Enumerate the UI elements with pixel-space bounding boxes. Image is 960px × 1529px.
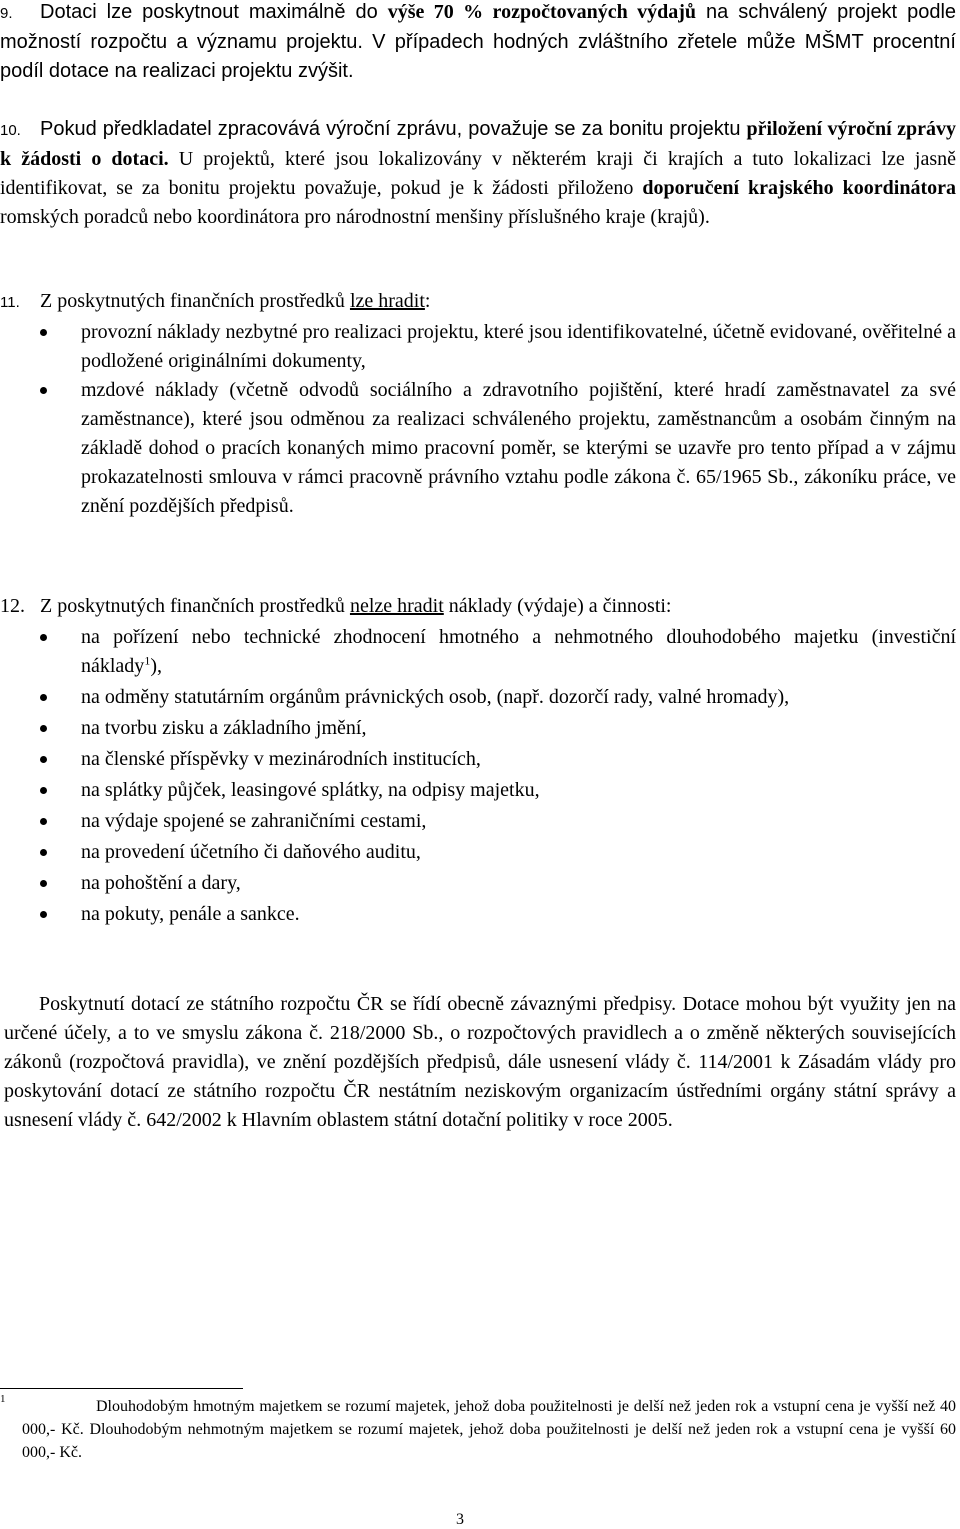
bullet-icon: [40, 634, 47, 641]
text: Pokud předkladatel zpracovává výroční zprávu, považuje se za bonitu projektu: [40, 118, 747, 140]
footnote-ref: 1: [144, 653, 151, 668]
bullet-icon: [40, 787, 47, 794]
item-12-list: [0, 623, 960, 929]
item-number: 11.: [0, 294, 20, 311]
list-item: na odměny statutárním orgánům právnických osob, (např. dozorčí rady, valné hromady),: [0, 683, 960, 712]
item-number: 10.: [0, 122, 21, 139]
bullet-icon: [40, 911, 47, 918]
text: náklady (výdaje) a činnosti:: [443, 595, 672, 617]
bold-text: přiložení výroční zprávy k žádosti o dotaci.: [0, 118, 957, 170]
bullet-icon: [40, 387, 47, 394]
footnote-text: Dlouhodobým hmotným majetkem se rozumí majetek, jehož doba použitelnosti je delší než jeden rok a vstupní cena je vyšší než 40 000,- Kč. Dlouhodobým nehmotným majetkem se rozumí majetek, jehož doba použitelnosti je delší než jeden rok a vstupní cena je vyšší 60 000,- Kč.: [22, 1398, 956, 1461]
footnote-mark: 1: [0, 1393, 6, 1405]
footnote-rule: [0, 1388, 243, 1389]
text: Z poskytnutých finančních prostředků: [40, 595, 350, 617]
paragraph-item-10: [0, 115, 956, 232]
bullet-icon: [40, 694, 47, 701]
bold-text: výše 70 % rozpočtovaných výdajů: [387, 1, 697, 23]
list-item: na pohoštění a dary,: [0, 869, 960, 898]
text: Dotaci lze poskytnout maximálně do: [40, 1, 388, 23]
bullet-icon: [40, 849, 47, 856]
closing-paragraph: Poskytnutí dotací ze státního rozpočtu ČR se řídí obecně závaznými předpisy. Dotace mohou být využity jen na určené účely, a to ve smyslu zákona č. 218/2000 Sb., o rozpočtových pravidlech a o změně některých souvisejících zákonů (rozpočtová pravidla), ve znění pozdějších předpisů, dále usnesení vlády č. 114/2001 k Zásadám vlády pro poskytování dotací ze státního rozpočtu ČR nestátním neziskovým organizacím ústředními orgány státní správy a usnesení vlády č. 642/2002 k Hlavním oblastem státní dotační politiky v roce 2005.: [4, 993, 956, 1131]
text: na schválený projekt podle možností rozpočtu a významu projektu. V případech hodných zvláštního zřetele může MŠMT procentní podíl dotace na realizaci projektu zvýšit.: [0, 1, 957, 82]
text: romských poradců nebo koordinátora pro národnostní menšiny příslušného kraje (krajů).: [0, 206, 710, 228]
list-item: na pořízení nebo technické zhodnocení hmotného a nehmotného dlouhodobého majetku (investiční náklady$^1$),: [0, 623, 960, 681]
bullet-icon: [40, 725, 47, 732]
paragraph-item-11: [0, 287, 956, 317]
bold-text: doporučení krajského koordinátora: [642, 177, 956, 199]
list-item: na výdaje spojené se zahraničními cestami,: [0, 807, 960, 836]
bullet-icon: [40, 329, 47, 336]
bullet-icon: [40, 880, 47, 887]
paragraph-item-12: [0, 592, 956, 621]
list-item: na splátky půjček, leasingové splátky, na odpisy majetku,: [0, 776, 960, 805]
text: U projektů, které jsou lokalizovány v některém kraji či krajích a tuto lokalizaci lze jasně identifikovat, se za bonitu projektu považuje, pokud je k žádosti přiloženo: [0, 148, 956, 199]
bullet-icon: [40, 818, 47, 825]
item-number: 9.: [0, 5, 13, 22]
underlined-text: nelze hradit: [349, 595, 444, 617]
text: Z poskytnutých finančních prostředků: [40, 290, 350, 312]
list-item: na provedení účetního či daňového auditu,: [0, 838, 960, 867]
list-item: provozní náklady nezbytné pro realizaci projektu, které jsou identifikovatelné, účetně evidované, ověřitelné a podložené originálními dokumenty,: [0, 318, 960, 376]
paragraph-item-9: [0, 0, 956, 86]
text: :: [424, 290, 431, 312]
item-11-list: [0, 318, 960, 521]
list-item: mzdové náklady (včetně odvodů sociálního a zdravotního pojištění, které hradí zaměstnavatel za své zaměstnance), které jsou odměnou za realizaci schváleného projektu, zaměstnancům a osobám činným na základě dohod o pracích konaných mimo pracovní poměr, se kterými se uzavře pro tento případ a v zájmu prokazatelnosti smlouva v rámci pracovně právního vztahu podle zákona č. 65/1965 Sb., zákoníku práce, ve znění pozdějších předpisů.: [0, 376, 960, 521]
list-item: na členské příspěvky v mezinárodních institucích,: [0, 745, 960, 774]
item-number: 12.: [0, 595, 25, 617]
page-number: 3: [456, 1511, 464, 1528]
list-item: na tvorbu zisku a základního jmění,: [0, 714, 960, 743]
list-item: na pokuty, penále a sankce.: [0, 900, 960, 929]
bullet-icon: [40, 756, 47, 763]
underlined-text: lze hradit: [349, 290, 425, 312]
